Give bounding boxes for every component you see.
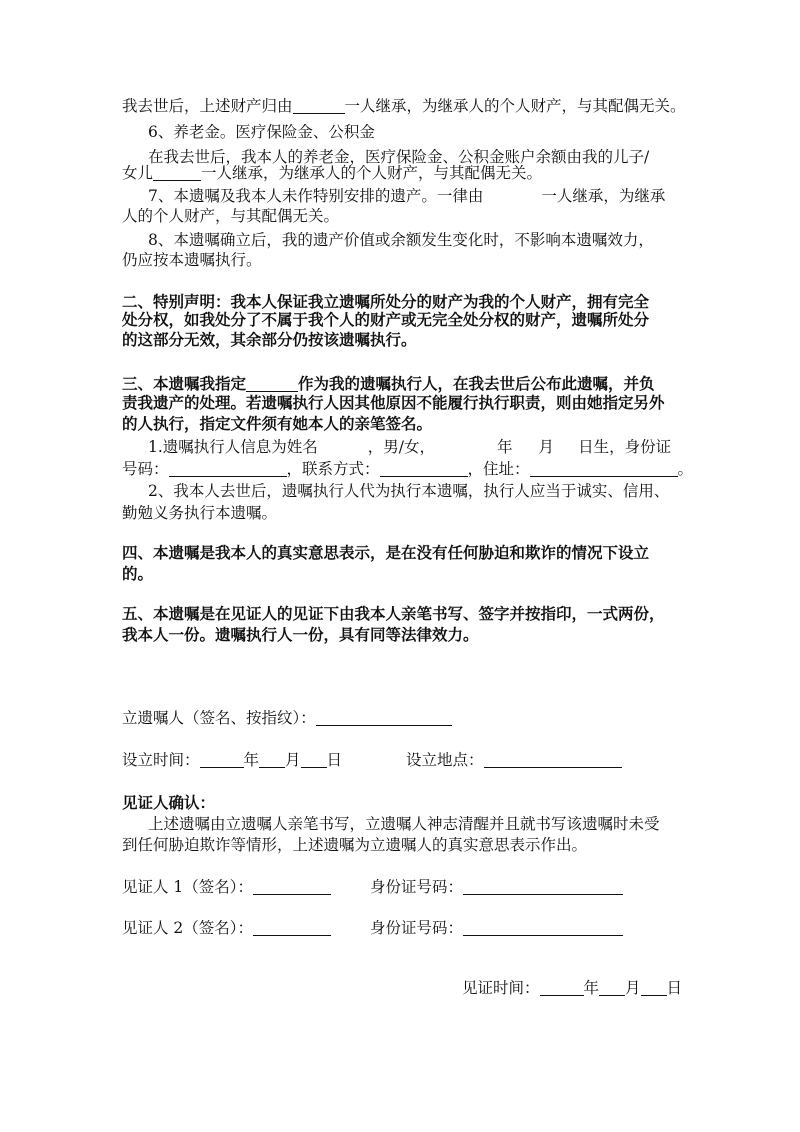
witness-paragraph: 上述遗嘱由立遗嘱人亲笔书写，立遗嘱人神志清醒并且就书写该遗嘱时未受 [148,815,660,833]
witness-paragraph: 到任何胁迫欺诈等情形，上述遗嘱为立遗嘱人的真实意思表示作出。 [122,836,588,854]
doc-line: 在我去世后，我本人的养老金，医疗保险金、公积金账户余额由我的儿子/ [148,148,650,166]
witness-2-line: 见证人 2（签名）： [122,918,331,938]
contact-field [380,460,468,477]
section-5-line: 我本人一份。遗嘱执行人一份，具有同等法律效力。 [122,625,479,644]
month-field [259,751,285,768]
blank-field [293,97,345,114]
section-2-line: 的这部分无效，其余部分仍按该遗嘱执行。 [122,330,417,349]
day-field [641,979,667,996]
section-5-line: 五、本遗嘱是在见证人的见证下由我本人亲笔书写、签字并按指印，一式两份， [122,604,665,623]
section-4-line: 的。 [122,564,154,583]
doc-line: 女儿 一人继承，为继承人的个人财产，与其配偶无关。 [122,164,543,182]
executor-info-line: 1.遗嘱执行人信息为姓名 ，男/女， 年 月 日生，身份证 [148,438,672,456]
testator-signature-field [316,709,452,726]
executor-contact-line: 号码： ，联系方式： ，住址： 。 [122,460,694,478]
doc-line: 仍应按本遗嘱执行。 [122,251,262,269]
witness-2-id-line: 身份证号码： [370,918,623,938]
item-8-line: 8、本遗嘱确立后，我的遗产价值或余额发生变化时，不影响本遗嘱效力， [148,231,654,249]
address-field [530,460,678,477]
witness-time-line: 见证时间： 年 月 日 [462,979,683,997]
section-3-line: 的人执行，指定文件须有她本人的亲笔签名。 [122,414,433,433]
section-3-line: 责我遗产的处理。若遗嘱执行人因其他原因不能履行执行职责，则由她指定另外 [122,393,665,412]
section-2-line: 二、特别声明：我本人保证我立遗嘱所处分的财产为我的个人财产，拥有完全 [122,292,650,311]
year-field [200,751,244,768]
doc-line: 勤勉义务执行本遗嘱。 [122,504,278,522]
section-2-line: 处分权，如我处分了不属于我个人的财产或无完全处分权的财产，遗嘱所处分 [122,310,650,329]
establish-place-line: 设立地点： [406,750,622,770]
establish-time-line: 设立时间： 年 月 日 [122,751,343,769]
witness-1-signature-field [253,878,331,895]
item-7-line: 7、本遗嘱及我本人未作特别安排的遗产。一律由 一人继承，为继承 [148,187,666,205]
witness-1-line: 见证人 1（签名）： [122,877,331,897]
id-number-field [169,460,287,477]
witness-2-id-field [463,919,623,936]
year-field [540,979,584,996]
witness-2-signature-field [253,919,331,936]
place-field [484,751,622,768]
month-field [599,979,625,996]
item-6-heading: 6、养老金。医疗保险金、公积金 [148,123,375,141]
doc-line: 我去世后，上述财产归由 一人继承，为继承人的个人财产，与其配偶无关。 [122,97,686,115]
section-3-line: 三、本遗嘱我指定 作为我的遗嘱执行人，在我去世后公布此遗嘱，并负 [122,374,655,393]
blank-field [153,164,201,181]
day-field [301,751,327,768]
witness-1-id-line: 身份证号码： [370,877,623,897]
section-4-line: 四、本遗嘱是我本人的真实意思表示，是在没有任何胁迫和欺诈的情况下设立 [122,543,650,562]
blank-field [246,375,298,392]
doc-line: 人的个人财产，与其配偶无关。 [122,207,340,225]
witness-1-id-field [463,878,623,895]
witness-heading: 见证人确认： [122,793,216,812]
testator-signature-line: 立遗嘱人（签名、按指纹）： [122,708,452,728]
doc-line: 2、我本人去世后，遗嘱执行人代为执行本遗嘱，执行人应当于诚实、信用、 [148,482,670,500]
